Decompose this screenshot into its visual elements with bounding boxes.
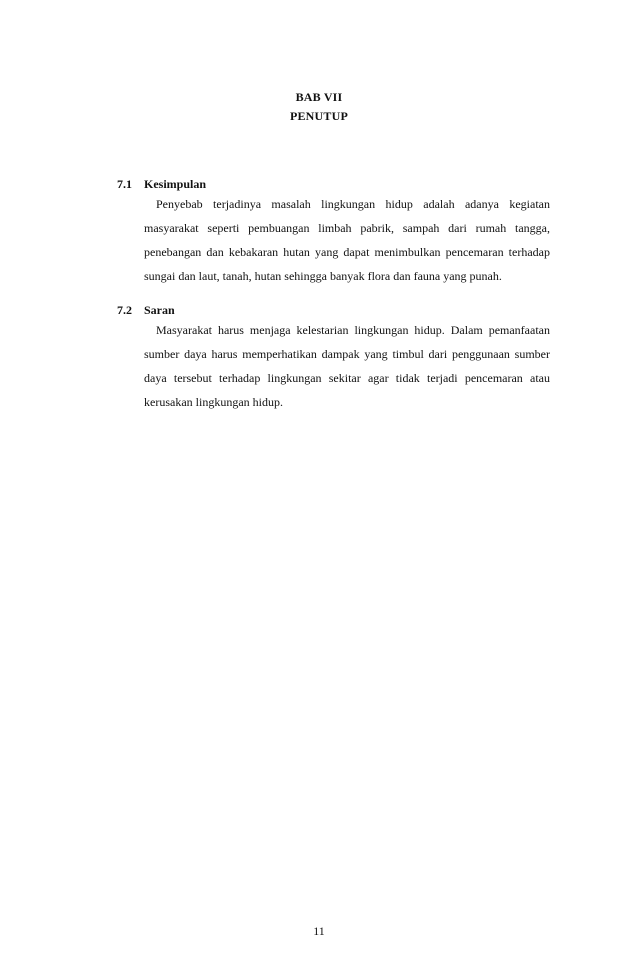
section-title: Kesimpulan xyxy=(144,177,207,191)
chapter-title: PENUTUP xyxy=(289,109,349,123)
chapter-number: BAB VII xyxy=(295,90,343,104)
section-paragraph: Penyebab terjadinya masalah lingkungan hidup adalah adanya kegiatan masyarakat seperti pembuangan limbah pabrik, sampah dari rumah tangga, penebangan dan kebakaran hutan yang dapat menimbulkan pencemaran terhadap sungai dan laut, tanah, hutan sehingga banyak flora dan fauna yang punah. xyxy=(144,197,550,283)
page-number: 11 xyxy=(313,924,325,938)
section-heading xyxy=(117,301,550,319)
section-title: Saran xyxy=(144,303,175,317)
section-paragraph: Masyarakat harus menjaga kelestarian lingkungan hidup. Dalam pemanfaatan sumber daya harus memperhatikan dampak yang timbul dari penggunaan sumber daya tersebut terhadap lingkungan sekitar agar tidak terjadi pencemaran atau kerusakan lingkungan hidup. xyxy=(144,323,550,409)
section-kesimpulan xyxy=(117,175,550,300)
section-saran xyxy=(117,301,550,426)
section-number: 7.1 xyxy=(117,177,132,191)
section-heading xyxy=(117,175,550,193)
section-number: 7.2 xyxy=(117,303,132,317)
